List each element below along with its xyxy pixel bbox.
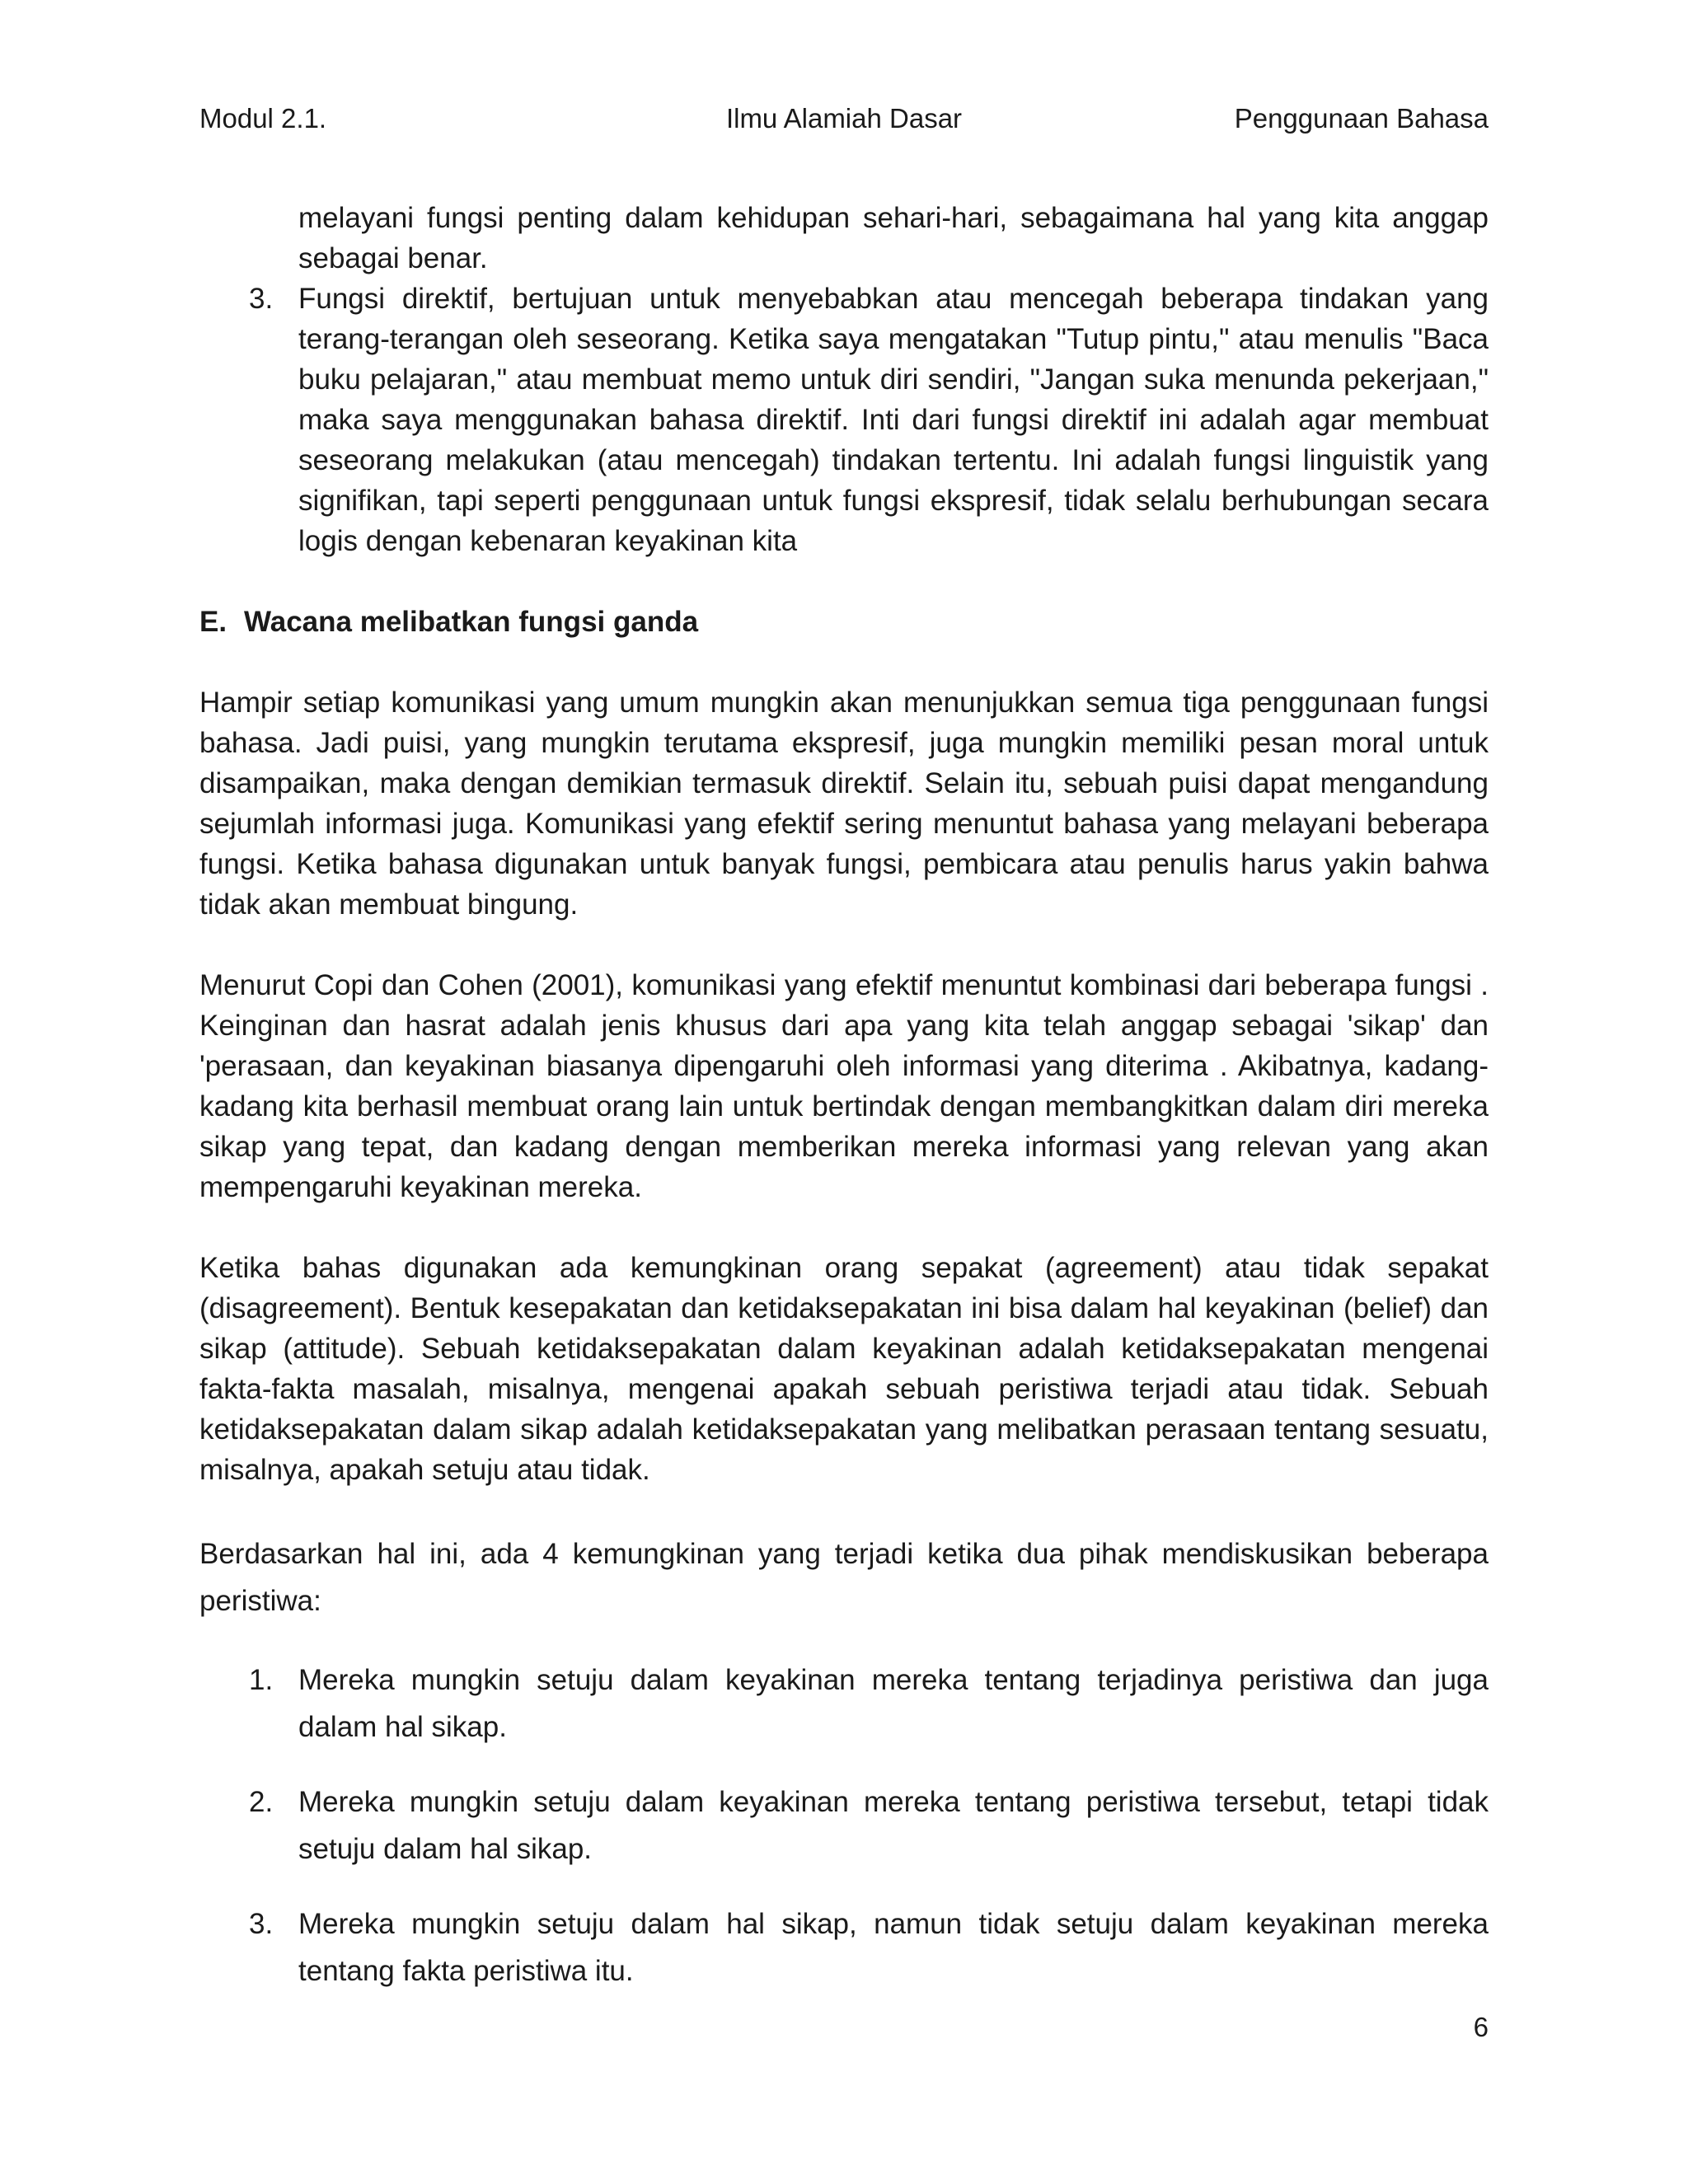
list-item <box>199 1900 1489 1994</box>
list-item-text: Mereka mungkin setuju dalam keyakinan mereka tentang terjadinya peristiwa dan juga dalam hal sikap. <box>298 1664 1489 1743</box>
list-item-text: Fungsi direktif, bertujuan untuk menyebabkan atau mencegah beberapa tindakan yang terang-terangan oleh seseorang. Ketika saya mengatakan "Tutup pintu," atau menulis "Baca buku pelajaran," atau membuat memo untuk diri sendiri, "Jangan suka menunda pekerjaan," maka saya menggunakan bahasa direktif. Inti dari fungsi direktif ini adalah agar membuat seseorang melakukan (atau mencegah) tindakan tertentu. Ini adalah fungsi linguistik yang signifikan, tapi seperti penggunaan untuk fungsi ekspresif, tidak selalu berhubungan secara logis dengan kebenaran keyakinan kita <box>298 283 1489 557</box>
page-body <box>199 198 1489 1994</box>
section-number: E. <box>199 606 227 638</box>
header-module: Modul 2.1. <box>199 103 327 134</box>
list-item-text: Mereka mungkin setuju dalam keyakinan mereka tentang peristiwa tersebut, tetapi tidak setuju dalam hal sikap. <box>298 1786 1489 1865</box>
paragraph: Ketika bahas digunakan ada kemungkinan orang sepakat (agreement) atau tidak sepakat (disagreement). Bentuk kesepakatan dan ketidaksepakatan ini bisa dalam hal keyakinan (belief) dan sikap (attitude). Sebuah ketidaksepakatan dalam keyakinan adalah ketidaksepakatan mengenai fakta-fakta masalah, misalnya, mengenai apakah sebuah peristiwa terjadi atau tidak. Sebuah ketidaksepakatan dalam sikap adalah ketidaksepakatan yang melibatkan perasaan tentang sesuatu, misalnya, apakah setuju atau tidak. <box>199 1252 1489 1486</box>
list-item-text: Mereka mungkin setuju dalam hal sikap, namun tidak setuju dalam keyakinan mereka tentang fakta peristiwa itu. <box>298 1908 1489 1987</box>
list-item-directive <box>199 279 1489 561</box>
continued-item-text: melayani fungsi penting dalam kehidupan sehari-hari, sebagaimana hal yang kita anggap sebagai benar. <box>298 202 1489 274</box>
list-item-number: 3. <box>249 1908 274 1940</box>
list-item <box>199 1657 1489 1750</box>
list-item-number: 2. <box>249 1786 274 1818</box>
paragraph: Berdasarkan hal ini, ada 4 kemungkinan yang terjadi ketika dua pihak mendiskusikan beberapa peristiwa: <box>199 1538 1489 1617</box>
paragraph: Menurut Copi dan Cohen (2001), komunikasi yang efektif menuntut kombinasi dari beberapa fungsi . Keinginan dan hasrat adalah jenis khusus dari apa yang kita telah anggap sebagai 'sikap' dan 'perasaan, dan keyakinan biasanya dipengaruhi oleh informasi yang diterima . Akibatnya, kadang-kadang kita berhasil membuat orang lain untuk bertindak dengan membangkitkan dalam diri mereka sikap yang tepat, dan kadang dengan memberikan mereka informasi yang relevan yang akan mempengaruhi keyakinan mereka. <box>199 969 1489 1203</box>
section-heading <box>199 602 1489 642</box>
header-course: Ilmu Alamiah Dasar <box>725 103 963 134</box>
list-item-number: 1. <box>249 1664 274 1696</box>
header-topic: Penggunaan Bahasa <box>1234 103 1489 134</box>
paragraph: Hampir setiap komunikasi yang umum mungkin akan menunjukkan semua tiga penggunaan fungsi bahasa. Jadi puisi, yang mungkin terutama ekspresif, juga mungkin memiliki pesan moral untuk disampaikan, maka dengan demikian termasuk direktif. Selain itu, sebuah puisi dapat mengandung sejumlah informasi juga. Komunikasi yang efektif sering menuntut bahasa yang melayani beberapa fungsi. Ketika bahasa digunakan untuk banyak fungsi, pembicara atau penulis harus yakin bahwa tidak akan membuat bingung. <box>199 687 1489 921</box>
list-item-number: 3. <box>249 283 274 315</box>
possibilities-list <box>199 1657 1489 1994</box>
page-header <box>199 101 1489 137</box>
list-item <box>199 1779 1489 1872</box>
section-title: Wacana melibatkan fungsi ganda <box>244 606 699 638</box>
page-number: 6 <box>1473 2012 1489 2042</box>
